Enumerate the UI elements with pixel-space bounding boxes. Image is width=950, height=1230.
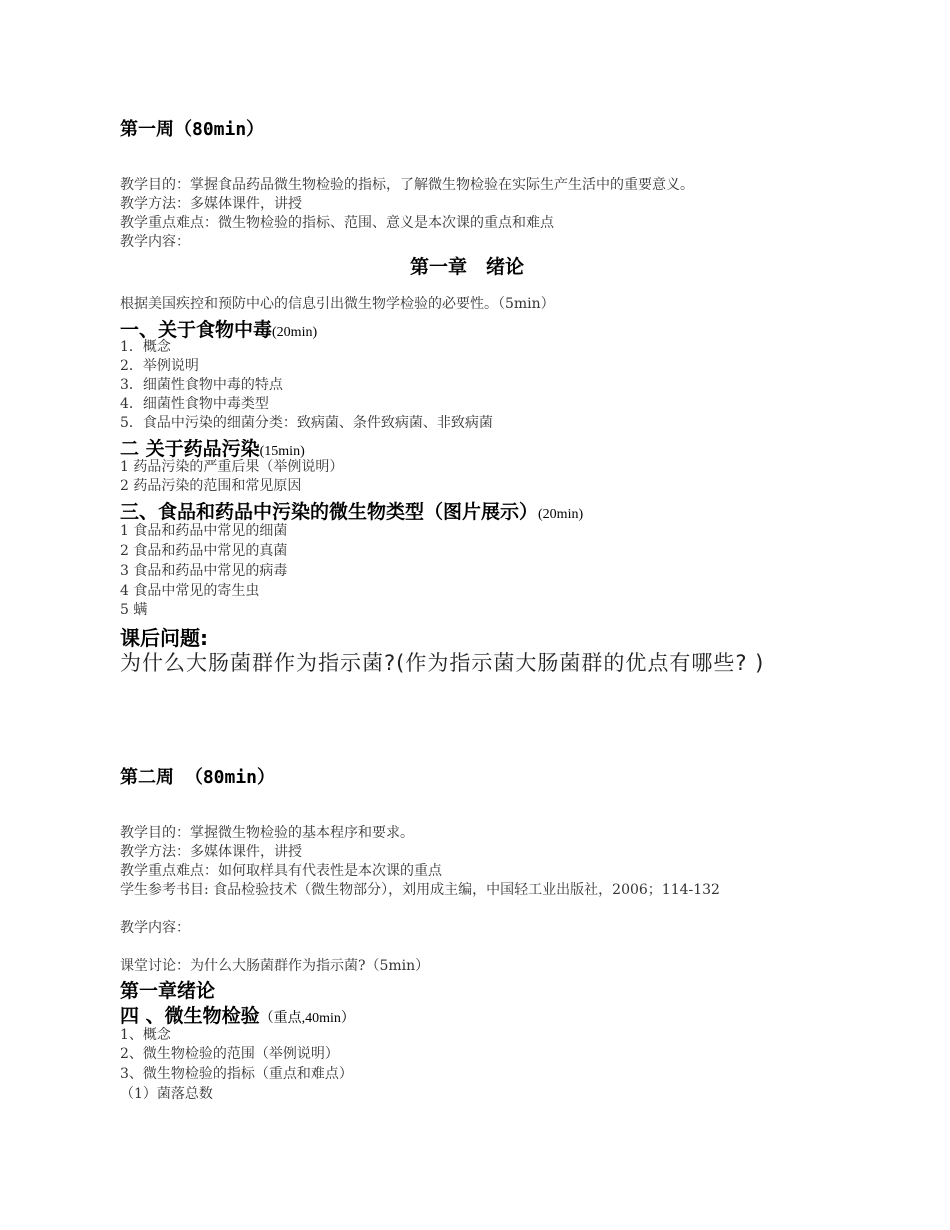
section2-title: 二 关于药品污染 <box>120 438 260 460</box>
section1-time: (20min) <box>272 325 318 340</box>
week1-title: 第一周（80min） <box>120 119 265 140</box>
list-item: 1．概念 <box>120 339 171 355</box>
list-item: 1 药品污染的严重后果（举例说明） <box>120 459 344 475</box>
list-item: 3．细菌性食物中毒的特点 <box>120 377 283 393</box>
question-text: 为什么大肠菌群作为指示菌?(作为指示菌大肠菌群的优点有哪些? ) <box>120 651 765 675</box>
list-item: （1）菌落总数 <box>120 1086 213 1102</box>
list-item: 4．细菌性食物中毒类型 <box>120 396 269 412</box>
list-item: 1、概念 <box>120 1027 171 1043</box>
list-item: 2 药品污染的范围和常见原因 <box>120 478 302 494</box>
list-item: 5．食品中污染的细菌分类：致病菌、条件致病菌、非致病菌 <box>120 415 493 431</box>
week1-content-label: 教学内容： <box>120 234 190 250</box>
section4-title: 四 、微生物检验 <box>120 1005 260 1027</box>
week1-objective: 教学目的：掌握食品药品微生物检验的指标，了解微生物检验在实际生产生活中的重要意义。 <box>120 177 694 193</box>
week2-keypoints: 教学重点难点：如何取样具有代表性是本次课的重点 <box>120 863 442 879</box>
week2-method: 教学方法：多媒体课件，讲授 <box>120 844 302 860</box>
week1-intro: 根据美国疾控和预防中心的信息引出微生物学检验的必要性。（5min） <box>120 296 555 312</box>
section2-heading <box>120 434 305 461</box>
week2-discussion: 课堂讨论：为什么大肠菌群作为指示菌?（5min） <box>120 958 430 974</box>
section3-time: (20min) <box>538 507 584 522</box>
week1-method: 教学方法：多媒体课件，讲授 <box>120 196 302 212</box>
list-item: 1 食品和药品中常见的细菌 <box>120 523 288 539</box>
list-item: 2．举例说明 <box>120 358 199 374</box>
list-item: 3 食品和药品中常见的病毒 <box>120 563 288 579</box>
list-item: 2 食品和药品中常见的真菌 <box>120 543 288 559</box>
section3-heading <box>120 497 583 524</box>
section4-heading <box>120 1001 355 1028</box>
list-item: 2、微生物检验的范围（举例说明） <box>120 1046 339 1062</box>
week2-content-label: 教学内容： <box>120 920 190 936</box>
section2-time: (15min) <box>259 444 305 459</box>
week1-keypoints: 教学重点难点：微生物检验的指标、范围、意义是本次课的重点和难点 <box>120 215 554 231</box>
question-heading: 课后问题: <box>120 626 208 650</box>
section3-title: 三、食品和药品中污染的微生物类型（图片展示） <box>120 501 539 523</box>
week2-objective: 教学目的：掌握微生物检验的基本程序和要求。 <box>120 825 414 841</box>
list-item: 4 食品中常见的寄生虫 <box>120 583 260 599</box>
week1-chapter-title: 第一章 绪论 <box>410 256 525 278</box>
list-item: 3、微生物检验的指标（重点和难点） <box>120 1066 353 1082</box>
week2-title: 第二周 （80min） <box>120 767 276 788</box>
week2-reference: 学生参考书目: 食品检验技术（微生物部分），刘用成主编，中国轻工业出版社，2006；114-132 <box>120 882 720 898</box>
section4-time: （重点,40min） <box>259 1011 355 1026</box>
week2-chapter-title: 第一章绪论 <box>120 980 216 1002</box>
list-item: 5 螨 <box>120 602 148 618</box>
section1-title: 一、关于食物中毒 <box>120 319 273 341</box>
